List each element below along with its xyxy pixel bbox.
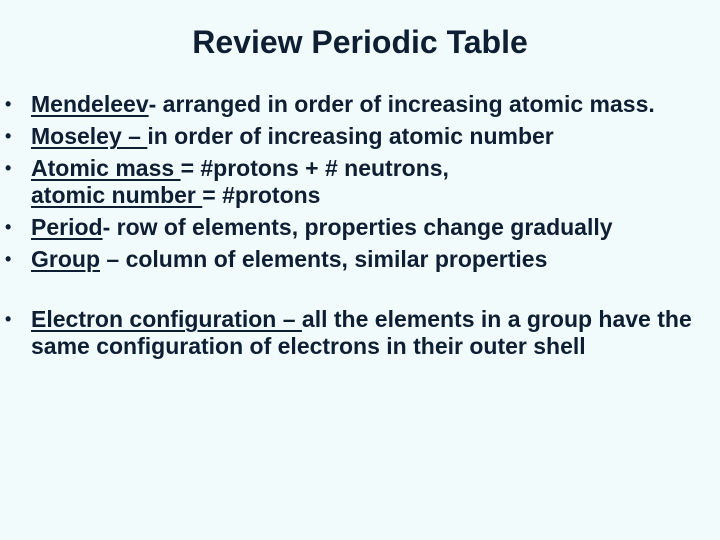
atomic-number-line: [31, 182, 712, 209]
bullet-icon: •: [5, 158, 12, 178]
term-electron-configuration: Electron configuration –: [31, 306, 302, 332]
term-atomic-number: atomic number: [31, 182, 203, 208]
bullet-icon: •: [5, 249, 12, 269]
bullet-period: [0, 214, 720, 241]
definition-period: - row of elements, properties change gradually: [102, 214, 613, 240]
bullet-list: [0, 91, 720, 365]
bullet-icon: •: [5, 94, 12, 114]
slide-title: Review Periodic Table: [192, 24, 528, 60]
bullet-group: [0, 246, 720, 273]
bullet-mendeleev: [0, 91, 720, 118]
bullet-moseley: [0, 123, 720, 150]
definition-moseley: in order of increasing atomic number: [147, 123, 554, 149]
atomic-mass-line: [31, 155, 712, 182]
bullet-icon: •: [5, 126, 12, 146]
definition-mendeleev: - arranged in order of increasing atomic mass.: [148, 91, 655, 117]
bullet-electron-configuration: [0, 306, 720, 360]
definition-atomic-number: = #protons: [202, 182, 321, 208]
bullet-icon: •: [5, 309, 12, 329]
definition-group: – column of elements, similar properties: [100, 246, 548, 272]
bullet-icon: •: [5, 217, 12, 237]
term-mendeleev: Mendeleev: [31, 91, 149, 117]
term-atomic-mass: Atomic mass: [31, 155, 181, 181]
term-moseley: Moseley –: [31, 123, 148, 149]
bullet-atomic-mass: [0, 155, 720, 209]
definition-atomic-mass: = #protons + # neutrons,: [180, 155, 449, 181]
term-group: Group: [31, 246, 100, 272]
definition-electron-configuration: all the elements in a group have the same configuration of electrons in their outer shell: [31, 306, 692, 359]
term-period: Period: [31, 214, 103, 240]
